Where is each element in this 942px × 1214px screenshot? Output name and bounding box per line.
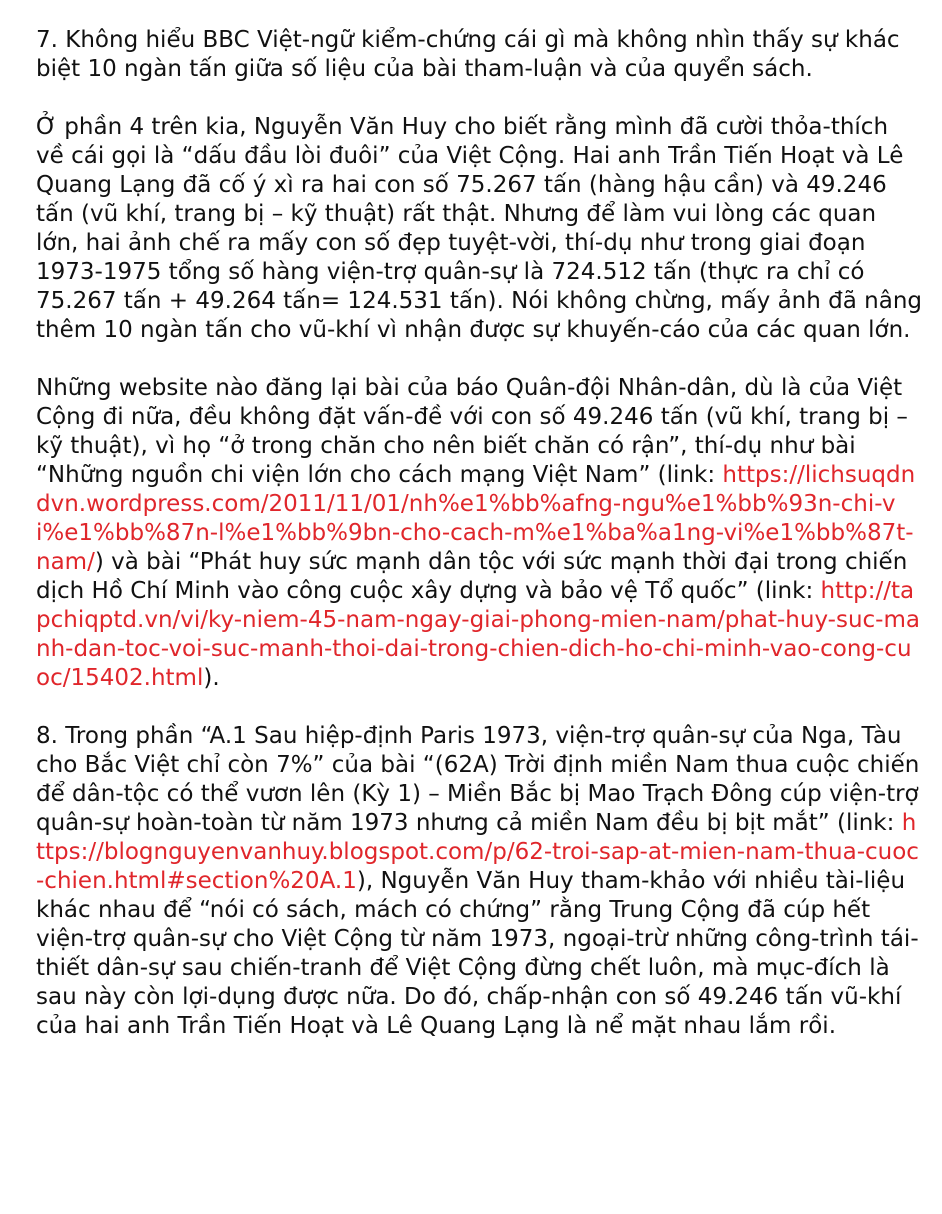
paragraph-part-4-recap bbox=[36, 113, 922, 345]
paragraph-8-text-b: ), Nguyễn Văn Huy tham-khảo với nhiều tài-liệu khác nhau để “nói có sách, mách có chứng” rằng Trung Cộng đã cúp hết viện-trợ quân-sự cho Việt Cộng từ năm 1973, ngoại-trừ những công-trình tái-thiết dân-sự sau chiến-tranh để Việt Cộng đừng chết luôn, mà mục-đích là sau này còn lợi-dụng được nữa. Do đó, chấp-nhận con số 49.246 tấn vũ-khí của hai anh Trần Tiến Hoạt và Lê Quang Lạng là nể mặt nhau lắm rồi. bbox=[36, 868, 919, 1039]
paragraph-8-text-a: 8. Trong phần “A.1 Sau hiệp-định Paris 1973, viện-trợ quân-sự của Nga, Tàu cho Bắc Việt chỉ còn 7%” của bài “(62A) Trời định miền Nam thua cuộc chiến để dân-tộc có thể vươn lên (Kỳ 1) – Miền Bắc bị Mao Trạch Đông cúp viện-trợ quân-sự hoàn-toàn từ năm 1973 nhưng cả miền Nam đều bị bịt mắt” (link: bbox=[36, 723, 920, 836]
paragraph-websites bbox=[36, 374, 922, 693]
paragraph-websites-text-c: ). bbox=[203, 665, 220, 691]
paragraph-websites-text-b: ) và bài “Phát huy sức mạnh dân tộc với sức mạnh thời đại trong chiến dịch Hồ Chí Minh vào công cuộc xây dựng và bảo vệ Tổ quốc” (link: bbox=[36, 549, 908, 604]
paragraph-7-text: 7. Không hiểu BBC Việt-ngữ kiểm-chứng cái gì mà không nhìn thấy sự khác biệt 10 ngàn tấn giữa số liệu của bài tham-luận và của quyển sách. bbox=[36, 27, 900, 82]
paragraph-8 bbox=[36, 722, 922, 1041]
paragraph-websites-text-a: Những website nào đăng lại bài của báo Quân-đội Nhân-dân, dù là của Việt Cộng đi nữa, đều không đặt vấn-đề với con số 49.246 tấn (vũ khí, trang bị – kỹ thuật), vì họ “ở trong chăn cho nên biết chăn có rận”, thí-dụ như bài “Những nguồn chi viện lớn cho cách mạng Việt Nam” (link: bbox=[36, 375, 908, 488]
link-blognguyenvanhuy[interactable]: https://blognguyenvanhuy.blogspot.com/p/62-troi-sap-at-mien-nam-thua-cuoc-chien.html#section%20A.1 bbox=[36, 810, 919, 894]
link-lichsuqdndvn[interactable]: https://lichsuqdndvn.wordpress.com/2011/11/01/nh%e1%bb%afng-ngu%e1%bb%93n-chi-vi%e1%bb%87n-l%e1%bb%9bn-cho-cach-m%e1%ba%a1ng-vi%e1%bb%87t-nam/ bbox=[36, 462, 916, 575]
link-tapchiqptd[interactable]: http://tapchiqptd.vn/vi/ky-niem-45-nam-ngay-giai-phong-mien-nam/phat-huy-suc-manh-dan-toc-voi-suc-manh-thoi-dai-trong-chien-dich-ho-chi-minh-vao-cong-cuoc/15402.html bbox=[36, 578, 920, 691]
paragraph-part-4-recap-text: Ở phần 4 trên kia, Nguyễn Văn Huy cho biết rằng mình đã cười thỏa-thích về cái gọi là “dấu đầu lòi đuôi” của Việt Cộng. Hai anh Trần Tiến Hoạt và Lê Quang Lạng đã cố ý xì ra hai con số 75.267 tấn (hàng hậu cần) và 49.246 tấn (vũ khí, trang bị – kỹ thuật) rất thật. Nhưng để làm vui lòng các quan lớn, hai ảnh chế ra mấy con số đẹp tuyệt-vời, thí-dụ như trong giai đoạn 1973-1975 tổng số hàng viện-trợ quân-sự là 724.512 tấn (thực ra chỉ có 75.267 tấn + 49.264 tấn= 124.531 tấn). Nói không chừng, mấy ảnh đã nâng thêm 10 ngàn tấn cho vũ-khí vì nhận được sự khuyến-cáo của các quan lớn. bbox=[36, 114, 923, 343]
paragraph-7 bbox=[36, 26, 922, 84]
